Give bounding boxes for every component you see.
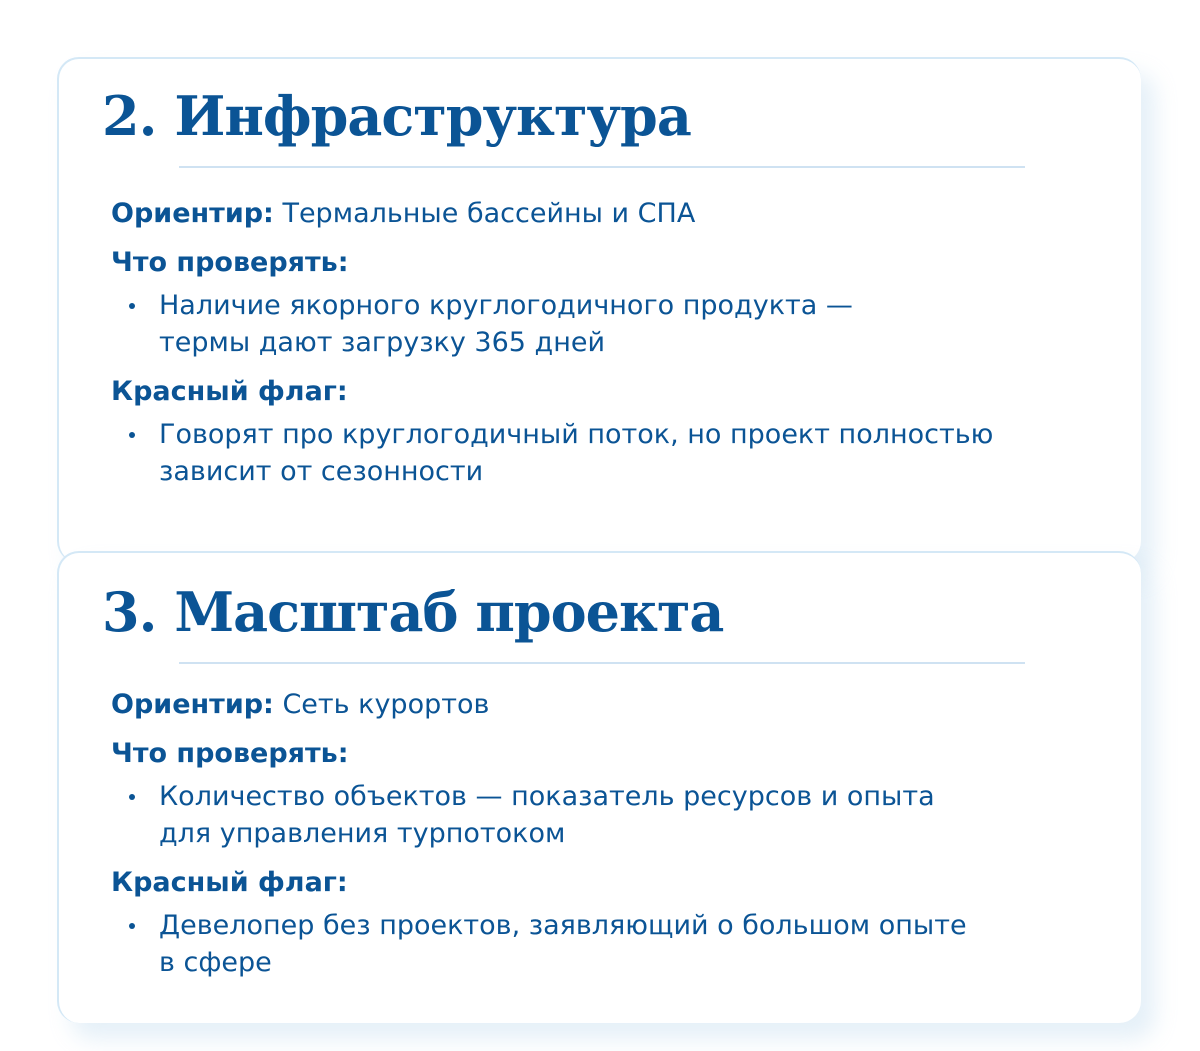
orientir-label: Ориентир: — [111, 198, 274, 229]
red-flag-item-text: Говорят про круглогодичный поток, но проект полностью зависит от сезонности — [159, 419, 994, 487]
check-heading: Что проверять: — [111, 247, 349, 278]
title-divider — [179, 662, 1025, 664]
red-flag-heading: Красный флаг: — [111, 867, 348, 898]
card-title-text: Инфраструктура — [174, 84, 691, 148]
red-flag-list-item — [111, 907, 1101, 981]
bullet-icon — [129, 432, 135, 438]
red-flag-heading: Красный флаг: — [111, 376, 348, 407]
bullet-icon — [129, 923, 135, 929]
orientir-row — [111, 686, 1101, 723]
check-list-item — [111, 287, 1101, 361]
red-flag-list-item — [111, 416, 1101, 490]
orientir-label: Ориентир: — [111, 689, 274, 720]
card-title-text: Масштаб проекта — [174, 580, 724, 644]
card-infrastructure — [57, 57, 1141, 563]
check-list-item — [111, 778, 1101, 852]
card-number: 2. — [102, 84, 157, 148]
orientir-value: Сеть курортов — [282, 689, 490, 720]
red-flag-list — [111, 907, 1101, 981]
bullet-icon — [129, 303, 135, 309]
check-list — [111, 287, 1101, 361]
check-item-text: Количество объектов — показатель ресурсов и опыта для управления турпотоком — [159, 781, 935, 849]
card-title — [102, 580, 724, 644]
card-number: 3. — [102, 580, 157, 644]
check-item-text: Наличие якорного круглогодичного продукта — термы дают загрузку 365 дней — [159, 290, 853, 358]
card-content — [111, 686, 1101, 993]
bullet-icon — [129, 794, 135, 800]
check-list — [111, 778, 1101, 852]
red-flag-item-text: Девелопер без проектов, заявляющий о большом опыте в сфере — [159, 910, 967, 978]
card-title — [102, 84, 691, 148]
red-flag-list — [111, 416, 1101, 490]
check-heading: Что проверять: — [111, 738, 349, 769]
orientir-row — [111, 195, 1101, 232]
title-divider — [179, 166, 1025, 168]
orientir-value: Термальные бассейны и СПА — [282, 198, 696, 229]
card-project-scale — [57, 551, 1141, 1023]
card-content — [111, 195, 1101, 502]
